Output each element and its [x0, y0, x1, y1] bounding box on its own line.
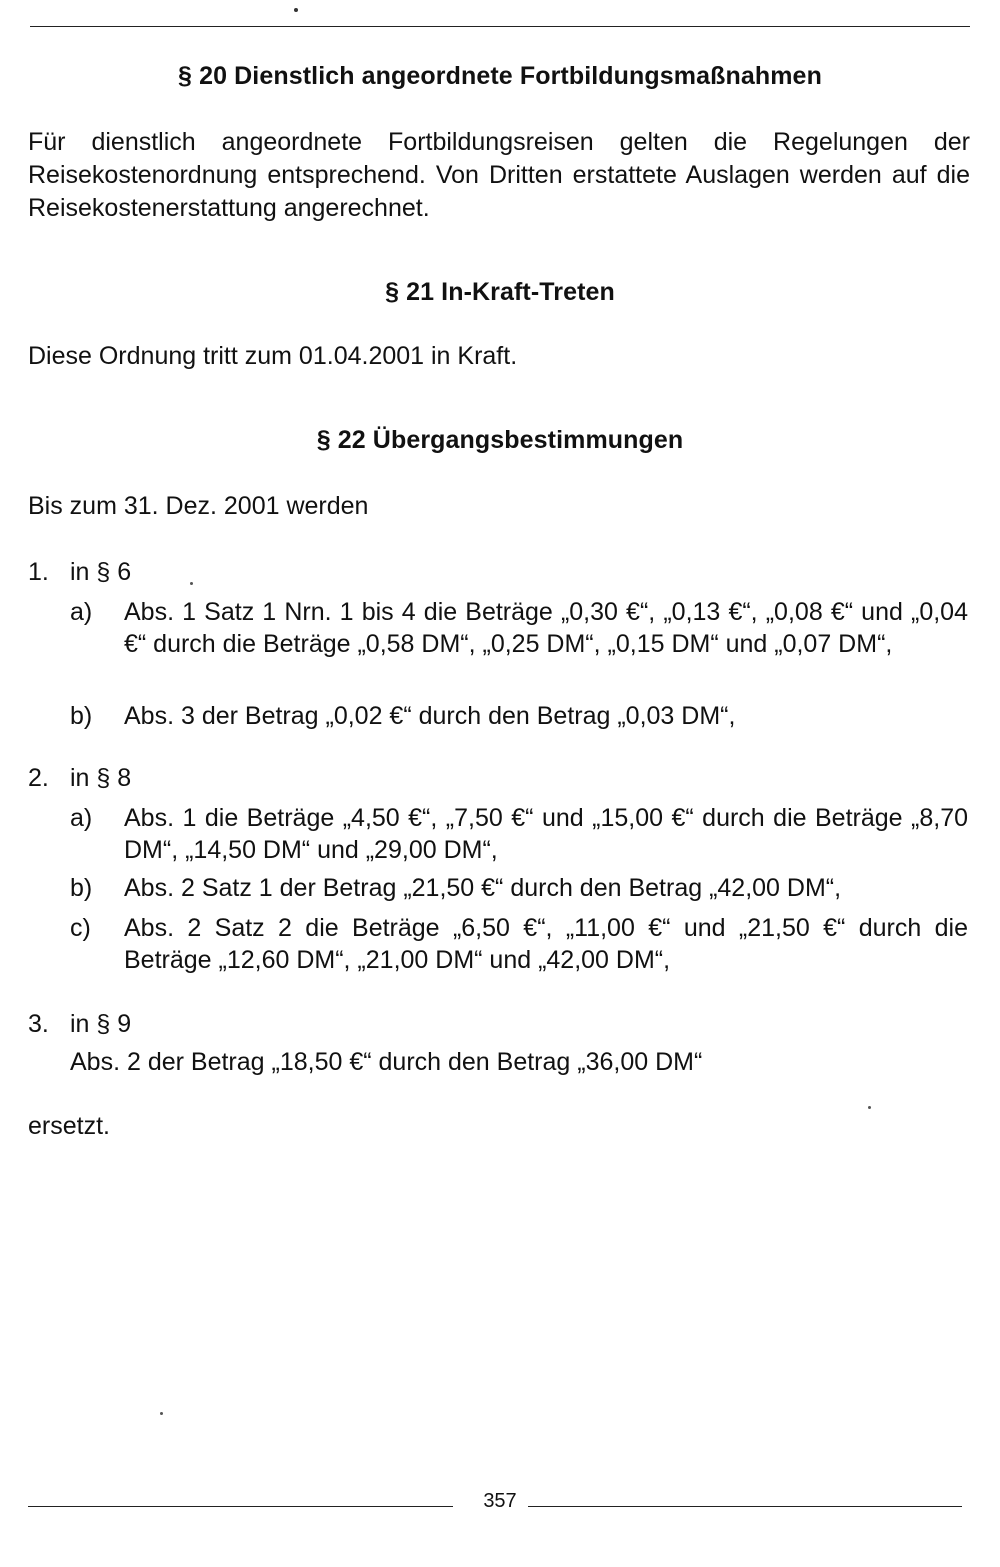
scan-speck [294, 8, 298, 12]
list-item-label: in § 6 [70, 558, 132, 586]
subitem-letter: a) [70, 804, 93, 832]
subitem-letter: b) [70, 702, 93, 730]
subitem-text: Abs. 1 die Beträge „4,50 €“, „7,50 €“ und „15,00 €“ durch die Beträge „8,70 DM“, „14,50 DM“ und „29,00 DM“, [124, 804, 968, 864]
subitem-letter: a) [70, 598, 93, 626]
subitem-text: Abs. 1 Satz 1 Nrn. 1 bis 4 die Beträge „0,30 €“, „0,13 €“, „0,08 €“ und „0,04 €“ durch die Beträge „0,58 DM“, „0,25 DM“, „0,15 DM“ und „0,07 DM“, [124, 598, 968, 658]
section-20-text: Für dienstlich angeordnete Fortbildungsreisen gelten die Regelungen der Reisekostenordnung entsprechend. Von Dritten erstattete Auslagen werden auf die Reisekostenerstattung angerechnet. [28, 128, 970, 222]
subitem-text: Abs. 2 Satz 2 die Beträge „6,50 €“, „11,00 €“ und „21,50 €“ durch die Beträge „12,60 DM“, „21,00 DM“ und „42,00 DM“, [124, 914, 968, 974]
list-item-label: in § 8 [70, 764, 132, 792]
section-22-closing: ersetzt. [28, 1112, 110, 1140]
section-22-heading: § 22 Übergangsbestimmungen [316, 426, 684, 454]
top-rule [30, 26, 970, 27]
scan-speck [190, 582, 193, 585]
section-20-heading: § 20 Dienstlich angeordnete Fortbildungsmaßnahmen [178, 62, 822, 90]
section-21-text: Diese Ordnung tritt zum 01.04.2001 in Kraft. [28, 342, 518, 370]
list-item-text: Abs. 2 der Betrag „18,50 €“ durch den Betrag „36,00 DM“ [70, 1048, 703, 1076]
list-item-label: in § 9 [70, 1010, 132, 1038]
subitem-letter: b) [70, 874, 93, 902]
section-21-heading: § 21 In-Kraft-Treten [385, 278, 615, 306]
footer-rule-right [528, 1506, 962, 1507]
list-item-number: 3. [28, 1010, 49, 1038]
section-22-intro: Bis zum 31. Dez. 2001 werden [28, 492, 369, 520]
subitem-text: Abs. 3 der Betrag „0,02 €“ durch den Betrag „0,03 DM“, [124, 702, 736, 730]
subitem-letter: c) [70, 914, 91, 942]
scan-speck [160, 1412, 163, 1415]
page-number: 357 [483, 1490, 517, 1512]
scan-speck [868, 1106, 871, 1109]
list-item-number: 1. [28, 558, 49, 586]
subitem-text: Abs. 2 Satz 1 der Betrag „21,50 €“ durch den Betrag „42,00 DM“, [124, 874, 842, 902]
list-item-number: 2. [28, 764, 49, 792]
